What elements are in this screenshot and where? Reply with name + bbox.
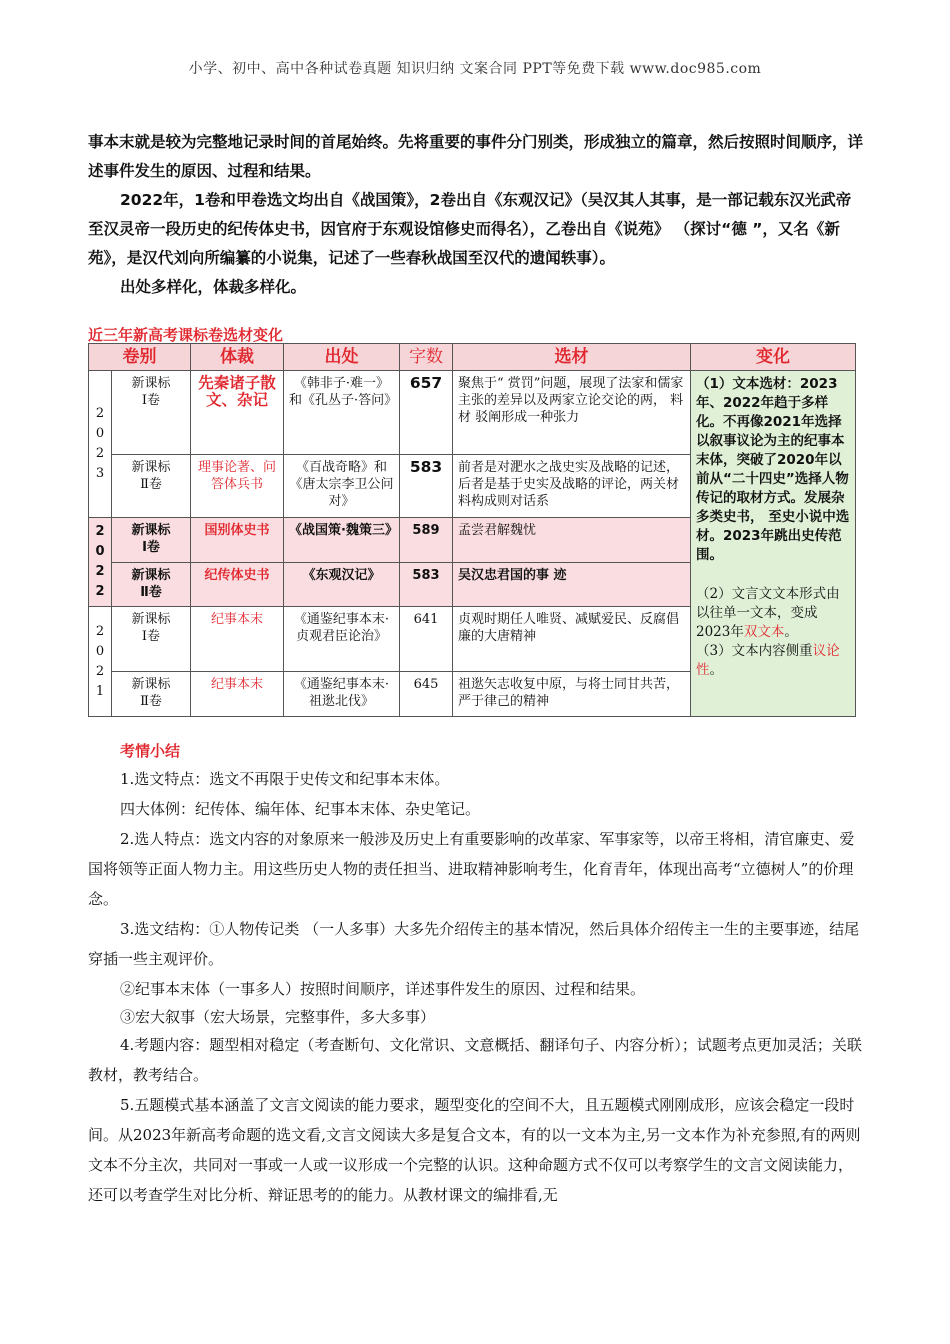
- cell-xuancai: 吴汉忠君国的事 迹: [453, 562, 691, 607]
- table-title: 近三年新高考课标卷选材变化: [88, 326, 284, 344]
- cell-juan: 新课标 Ⅱ卷: [112, 562, 191, 607]
- cell-juan: 新课标 Ⅱ卷: [112, 672, 191, 717]
- intro-paragraph-2: 2022年，1卷和甲卷选文均出自《战国策》，2卷出自《东观汉记》（吴汉其人其事，是一部记载东汉光武帝至汉灵帝一段历史的纪传体史书，因官府于东观设馆修史而得名），乙卷出自《说苑》 （探讨“德 ”，又名《新苑》，是汉代刘向所编纂的小说集，记述了一些春秋战国至汉代的遗闻轶事）。: [88, 191, 852, 267]
- intro-paragraph-1: 事本末就是较为完整地记录时间的首尾始终。先将重要的事件分门别类，形成独立的篇章，然后按照时间顺序，详述事件发生的原因、过程和结果。: [88, 133, 864, 180]
- header-chuchu: 出处: [284, 344, 400, 371]
- cell-juan: 新课标 Ⅰ卷: [112, 518, 191, 563]
- change-text: （3）文本内容侧重: [696, 643, 813, 659]
- cell-juan: 新课标 Ⅱ卷: [112, 455, 191, 518]
- cell-zishu: 583: [400, 455, 453, 518]
- summary-line-8: 5.五题模式基本涵盖了文言文阅读的能力要求，题型变化的空间不大，且五题模式刚刚成形，应该会稳定一段时间。从2023年新高考命题的选文看,文言文阅读大多是复合文本，有的以一文本为主,另一文本作为补充参照,有的两则文本不分主次，共同对一事或一人或一议形成一个完整的认识。这种命题方式不仅可以考察学生的文言文阅读能力，还可以考查学生对比分析、辩证思考的的能力。从教材课文的编排看,无: [88, 1096, 861, 1204]
- header-ticai: 体裁: [191, 344, 284, 371]
- header-xuancai: 选材: [453, 344, 691, 371]
- table-row: [89, 371, 856, 455]
- cell-juan: 新课标 Ⅰ卷: [112, 371, 191, 455]
- table-header-row: [89, 344, 856, 371]
- change-highlight: 双文本: [743, 624, 785, 640]
- page-header: 小学、初中、高中各种试卷真题 知识归纳 文案合同 PPT等免费下载 www.doc985.com: [188, 61, 762, 77]
- cell-juan: 新课标 Ⅰ卷: [112, 607, 191, 672]
- change-point-1: （1）文本选材：2023年、2022年趋于多样化。不再像2021年选择以叙事议论为主的纪事本末体，突破了2020年以前从“二十四史”选择人物传记的取材方式。发展杂多类史书， 至史小说中选材。2023年跳出史传范围。: [696, 376, 850, 563]
- change-point-2: [696, 585, 850, 642]
- header-change: 变化: [691, 344, 856, 371]
- change-cell: [691, 371, 856, 717]
- cell-zishu: 583: [400, 562, 453, 607]
- change-text: 。: [709, 662, 723, 678]
- cell-zishu: 641: [400, 607, 453, 672]
- cell-ticai: 先秦诸子散文、杂记: [191, 371, 284, 455]
- cell-xuancai: 孟尝君解魏忧: [453, 518, 691, 563]
- header-juan: 卷别: [89, 344, 191, 371]
- year-cell: 2 0 2 1: [89, 607, 112, 717]
- year-cell: 2 0 2 2: [89, 518, 112, 607]
- change-highlight: 议论性: [696, 643, 840, 678]
- selection-table: [88, 343, 856, 717]
- cell-xuancai: 聚焦于“ 赏罚”问题，展现了法家和儒家主张的差异以及两家立论交论的两， 料材 驳阐形成一种张力: [453, 371, 691, 455]
- cell-xuancai: 贞观时期任人唯贤、减赋爱民、反腐倡廉的大唐精神: [453, 607, 691, 672]
- cell-chuchu: 《韩非子·难一》和《孔丛子·答问》: [284, 371, 400, 455]
- year-cell: 2 0 2 3: [89, 371, 112, 518]
- cell-chuchu: 《东观汉记》: [284, 562, 400, 607]
- summary-line-1: 1.选文特点：选文不再限于史传文和纪事本末体。: [120, 770, 450, 788]
- change-point-3: [696, 642, 850, 680]
- change-text: （2）文言文文本形式由以往单一文本，变成2023年: [696, 586, 840, 640]
- cell-zishu: 657: [400, 371, 453, 455]
- cell-ticai: 纪传体史书: [191, 562, 284, 607]
- summary-line-4: 3.选文结构：①人物传记类 （一人多事）大多先介绍传主的基本情况，然后具体介绍传主一生的主要事迹，结尾穿插一些主观评价。: [88, 920, 860, 968]
- cell-zishu: 645: [400, 672, 453, 717]
- header-zishu: 字数: [400, 344, 453, 371]
- cell-xuancai: 前者是对淝水之战史实及战略的记述，后者是基于史实及战略的评论，两关材料构成则对话系: [453, 455, 691, 518]
- cell-chuchu: 《战国策·魏策三》: [284, 518, 400, 563]
- cell-zishu: 589: [400, 518, 453, 563]
- summary-line-5: ②纪事本末体（一事多人）按照时间顺序，详述事件发生的原因、过程和结果。: [120, 980, 646, 998]
- summary-title: 考情小结: [120, 742, 181, 760]
- intro-paragraph-3: 出处多样化，体裁多样化。: [120, 278, 307, 296]
- cell-ticai: 纪事本末: [191, 607, 284, 672]
- change-text: 。: [784, 624, 798, 640]
- cell-chuchu: 《通鉴纪事本末·贞观君臣论治》: [284, 607, 400, 672]
- summary-line-7: 4.考题内容：题型相对稳定（考查断句、文化常识、文意概括、翻译句子、内容分析）；试题考点更加灵活；关联教材，教考结合。: [88, 1036, 862, 1084]
- cell-ticai: 纪事本末: [191, 672, 284, 717]
- summary-line-3: 2.选人特点：选文内容的对象原来一般涉及历史上有重要影响的改革家、军事家等，以帝王将相，清官廉吏、爱国将领等正面人物力主。用这些历史人物的责任担当、进取精神影响考生，化育青年，体现出高考“立德树人”的价理念。: [88, 830, 855, 908]
- cell-chuchu: 《通鉴纪事本末·祖逖北伐》: [284, 672, 400, 717]
- cell-xuancai: 祖逖矢志收复中原，与将士同甘共苦，严于律己的精神: [453, 672, 691, 717]
- summary-line-6: ③宏大叙事（宏大场景，完整事件，多大多事）: [120, 1008, 436, 1026]
- cell-ticai: 理事论著、问答体兵书: [191, 455, 284, 518]
- summary-line-2: 四大体例：纪传体、编年体、纪事本末体、杂史笔记。: [120, 800, 481, 818]
- cell-chuchu: 《百战奇略》和《唐太宗李卫公问对》: [284, 455, 400, 518]
- cell-ticai: 国别体史书: [191, 518, 284, 563]
